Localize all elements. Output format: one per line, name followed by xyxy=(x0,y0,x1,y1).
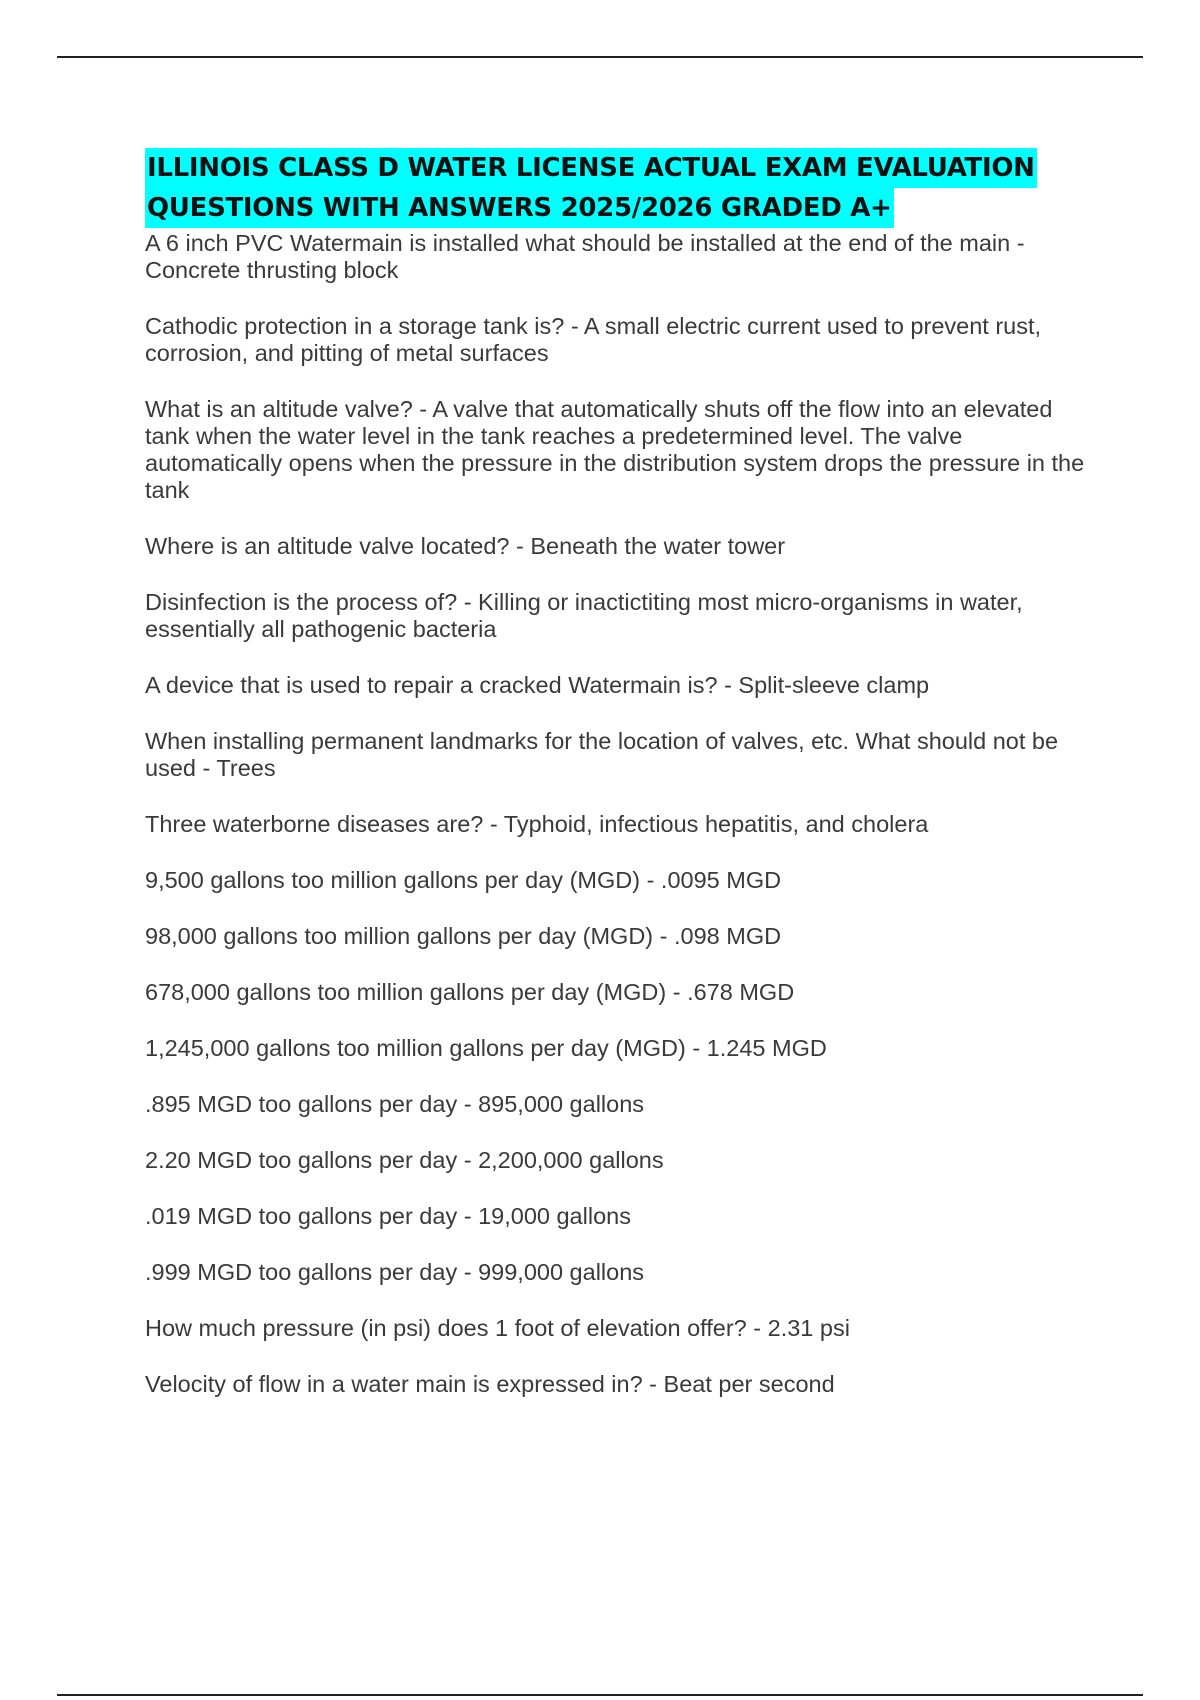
header-rule xyxy=(57,56,1143,58)
qa-item: A device that is used to repair a cracked Watermain is? - Split-sleeve clamp xyxy=(145,672,930,698)
qa-item: Velocity of flow in a water main is expressed in? - Beat per second xyxy=(145,1371,835,1397)
qa-item: .019 MGD too gallons per day - 19,000 gallons xyxy=(145,1203,631,1229)
title-line-1: ILLINOIS CLASS D WATER LICENSE ACTUAL EXAM EVALUATION xyxy=(145,148,1037,188)
qa-list xyxy=(145,230,1095,1398)
qa-item: How much pressure (in psi) does 1 foot of elevation offer? - 2.31 psi xyxy=(145,1315,850,1341)
qa-item: .999 MGD too gallons per day - 999,000 gallons xyxy=(145,1259,645,1285)
qa-item: 2.20 MGD too gallons per day - 2,200,000 gallons xyxy=(145,1147,664,1173)
qa-item: Three waterborne diseases are? - Typhoid, infectious hepatitis, and cholera xyxy=(145,811,929,837)
document-title xyxy=(145,148,1095,228)
title-line-2: QUESTIONS WITH ANSWERS 2025/2026 GRADED A+ xyxy=(145,188,894,228)
qa-item: Where is an altitude valve located? - Beneath the water tower xyxy=(145,533,786,559)
qa-item: What is an altitude valve? - A valve that automatically shuts off the flow into an elevated tank when the water level in the tank reaches a predetermined level. The valve automatically opens when the pressure in the distribution system drops the pressure in the tank xyxy=(145,396,1085,503)
qa-item: .895 MGD too gallons per day - 895,000 gallons xyxy=(145,1091,645,1117)
qa-item: A 6 inch PVC Watermain is installed what should be installed at the end of the main - Concrete thrusting block xyxy=(145,230,1025,283)
qa-item: 9,500 gallons too million gallons per day (MGD) - .0095 MGD xyxy=(145,867,782,893)
qa-item: 1,245,000 gallons too million gallons per day (MGD) - 1.245 MGD xyxy=(145,1035,827,1061)
qa-item: Disinfection is the process of? - Killing or inactictiting most micro-organisms in water, essentially all pathogenic bacteria xyxy=(145,589,1023,642)
qa-item: When installing permanent landmarks for the location of valves, etc. What should not be used - Trees xyxy=(145,728,1059,781)
qa-item: 98,000 gallons too million gallons per day (MGD) - .098 MGD xyxy=(145,923,782,949)
footer-rule xyxy=(57,1694,1143,1696)
document-body xyxy=(145,148,1095,1427)
qa-item: Cathodic protection in a storage tank is? - A small electric current used to prevent rust, corrosion, and pitting of metal surfaces xyxy=(145,313,1042,366)
qa-item: 678,000 gallons too million gallons per day (MGD) - .678 MGD xyxy=(145,979,795,1005)
